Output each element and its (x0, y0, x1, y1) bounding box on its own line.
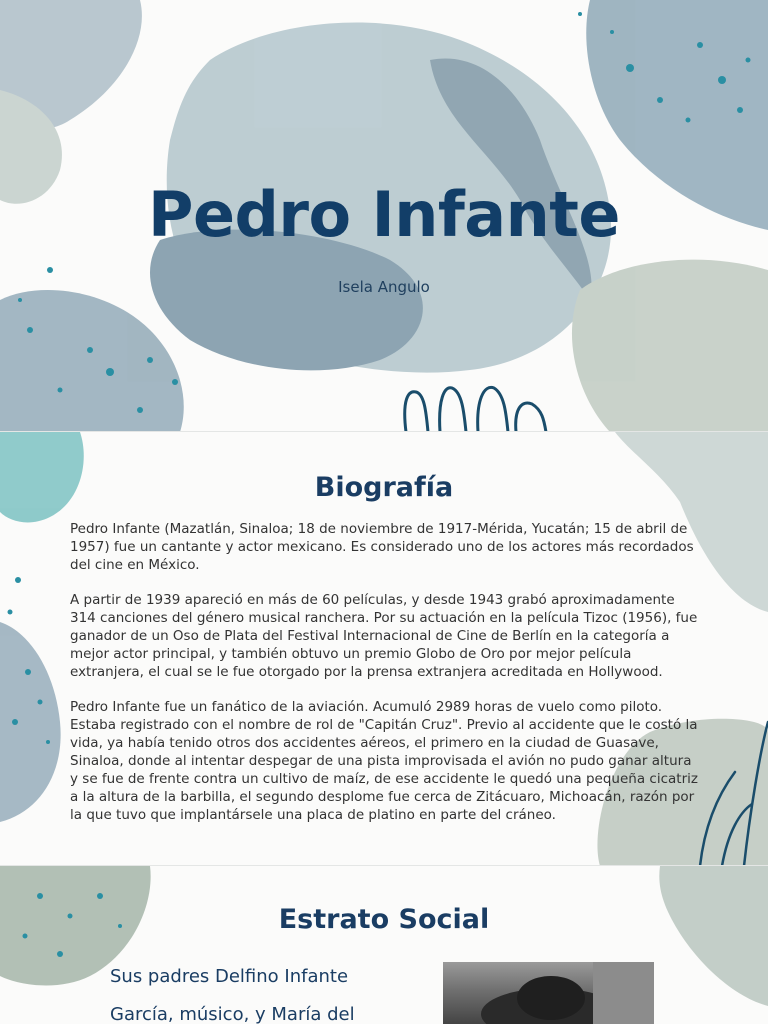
title-slide (0, 0, 768, 432)
social-status-slide (0, 866, 768, 1024)
social-status-text: Sus padres Delfino Infante García, músico, y María del (110, 966, 355, 1024)
presentation-title: Pedro Infante (148, 178, 620, 251)
biography-paragraph: A partir de 1939 apareció en más de 60 películas, y desde 1943 grabó aproximadamente 314 canciones del género musical ranchera. Por su actuación en la película Tizoc (1956), fue ganador de un Oso de Plata del Festival Internacional de Cine de Berlín en la categoría a mejor actor principal, y también obtuvo un premio Globo de Oro por mejor película extranjera, el cual se le fue otorgado por la prensa extranjera acreditada en Hollywood. (70, 592, 698, 680)
portrait-photo (443, 962, 654, 1024)
sombrero-portrait-illustration (443, 962, 654, 1024)
author-name: Isela Angulo (338, 278, 430, 296)
biography-paragraph: Pedro Infante fue un fanático de la aviación. Acumuló 2989 horas de vuelo como piloto. Estaba registrado con el nombre de rol de "Capitán Cruz". Previo al accidente que le costó la vida, ya había tenido otros dos accidentes aéreos, el primero en la ciudad de Guasave, Sinaloa, donde al intentar despegar de una pista improvisada el avión no pudo ganar altura y se fue de frente contra un cultivo de maíz, de ese accidente le quedó una pequeña cicatriz a la altura de la barbilla, el segundo desplome fue cerca de Zitácuaro, Michoacán, razón por la que tuvo que implantársele una placa de platino en parte del cráneo. (70, 699, 698, 823)
biography-paragraph: Pedro Infante (Mazatlán, Sinaloa; 18 de noviembre de 1917-Mérida, Yucatán; 15 de abril de 1957) fue un cantante y actor mexicano. Es considerado uno de los actores más recordados del cine en México. (70, 521, 694, 573)
social-status-heading: Estrato Social (278, 904, 490, 935)
biography-heading: Biografía (314, 472, 454, 503)
biography-body (70, 520, 702, 841)
biography-slide (0, 432, 768, 866)
